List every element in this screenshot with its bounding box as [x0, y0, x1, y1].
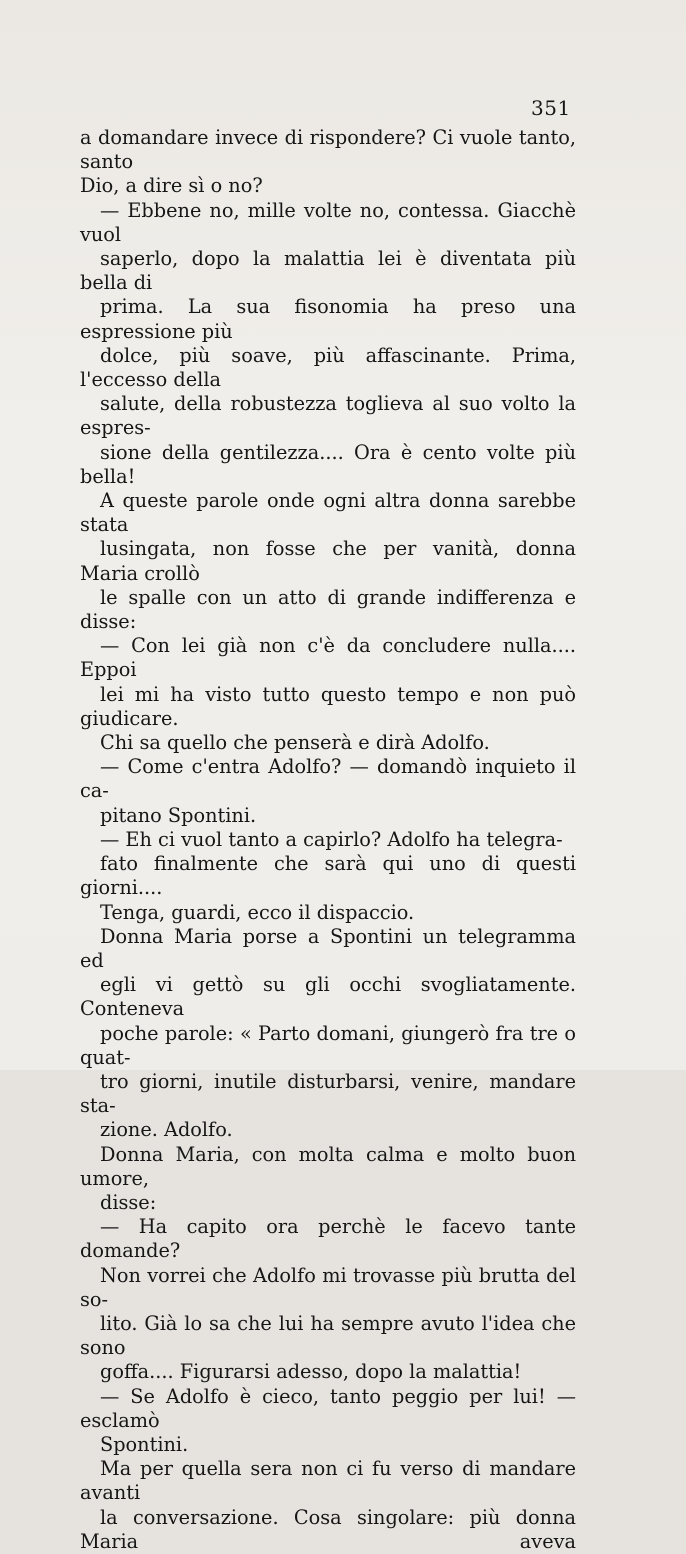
text-line: prima. La sua fisonomia ha preso una espressione più [80, 295, 576, 343]
text-line: Spontini. [100, 1432, 189, 1456]
text-line: — Come c'entra Adolfo? — domandò inquieto il ca- [80, 755, 576, 803]
text-line: tro giorni, inutile disturbarsi, venire, mandare sta- [80, 1069, 576, 1118]
text-line: — Con lei già non c'è da concludere nulla.... Eppoi [80, 634, 576, 682]
text-line: fato finalmente che sarà qui uno di questi giorni.... [80, 852, 576, 900]
page-number: 351 [531, 96, 571, 120]
text-line: Chi sa quello che penserà e dirà Adolfo. [100, 731, 490, 755]
text-line: saperlo, dopo la malattia lei è diventata più bella di [80, 247, 576, 295]
paragraph-8 [80, 1143, 576, 1216]
text-line: a domandare invece di rispondere? Ci vuole tanto, santo [80, 126, 576, 174]
text-line: egli vi gettò su gli occhi svogliatamente. Conteneva [80, 973, 576, 1021]
paragraph-10 [80, 1385, 576, 1458]
text-line: Donna Maria porse a Spontini un telegramma ed [80, 924, 576, 972]
text-line: Donna Maria, con molta calma e molto buon umore, [80, 1142, 576, 1190]
text-line: Tenga, guardi, ecco il dispaccio. [100, 900, 415, 924]
text-line: Ma per quella sera non ci fu verso di mandare avanti [80, 1457, 576, 1505]
paragraph-6 [80, 828, 576, 925]
text-line: — Ha capito ora perchè le facevo tante domande? [80, 1215, 576, 1263]
text-line: salute, della robustezza toglieva al suo volto la espres- [80, 392, 576, 440]
paragraph-11 [80, 1457, 576, 1554]
text-line: — Se Adolfo è cieco, tanto peggio per lui! — esclamò [80, 1384, 576, 1432]
text-line: lei mi ha visto tutto questo tempo e non può giudicare. [80, 682, 576, 730]
text-line: sione della gentilezza.... Ora è cento volte più bella! [80, 440, 576, 488]
paragraph-4 [80, 634, 576, 755]
text-line: — Ebbene no, mille volte no, contessa. Giacchè vuol [80, 198, 576, 246]
text-line: goffa.... Figurarsi adesso, dopo la malattia! [100, 1360, 522, 1384]
paragraph-3 [80, 489, 576, 634]
paragraph-5 [80, 755, 576, 828]
text-line: le spalle con un atto di grande indifferenza e disse: [80, 585, 576, 634]
text-line: dolce, più soave, più affascinante. Prima, l'eccesso della [80, 343, 576, 392]
text-line: lusingata, non fosse che per vanità, donna Maria crollò [80, 537, 576, 585]
text-line: la conversazione. Cosa singolare: più donna Maria aveva [80, 1505, 576, 1553]
paragraph-9 [80, 1215, 576, 1384]
paragraph-2 [80, 199, 576, 489]
text-line: pitano Spontini. [100, 803, 257, 827]
text-line: A queste parole onde ogni altra donna sarebbe stata [80, 489, 576, 537]
text-line: zione. Adolfo. [100, 1118, 233, 1142]
body-text [80, 126, 576, 1554]
text-line: — Eh ci vuol tanto a capirlo? Adolfo ha telegra- [100, 827, 563, 851]
paragraph-7 [80, 925, 576, 1143]
text-line: disse: [100, 1190, 157, 1214]
text-line: poche parole: « Parto domani, giungerò fra tre o quat- [80, 1021, 576, 1069]
text-line: lito. Già lo sa che lui ha sempre avuto l'idea che sono [80, 1311, 576, 1360]
paragraph-1 [80, 126, 576, 199]
text-line: Dio, a dire sì o no? [80, 174, 263, 198]
text-line: Non vorrei che Adolfo mi trovasse più brutta del so- [80, 1263, 576, 1311]
